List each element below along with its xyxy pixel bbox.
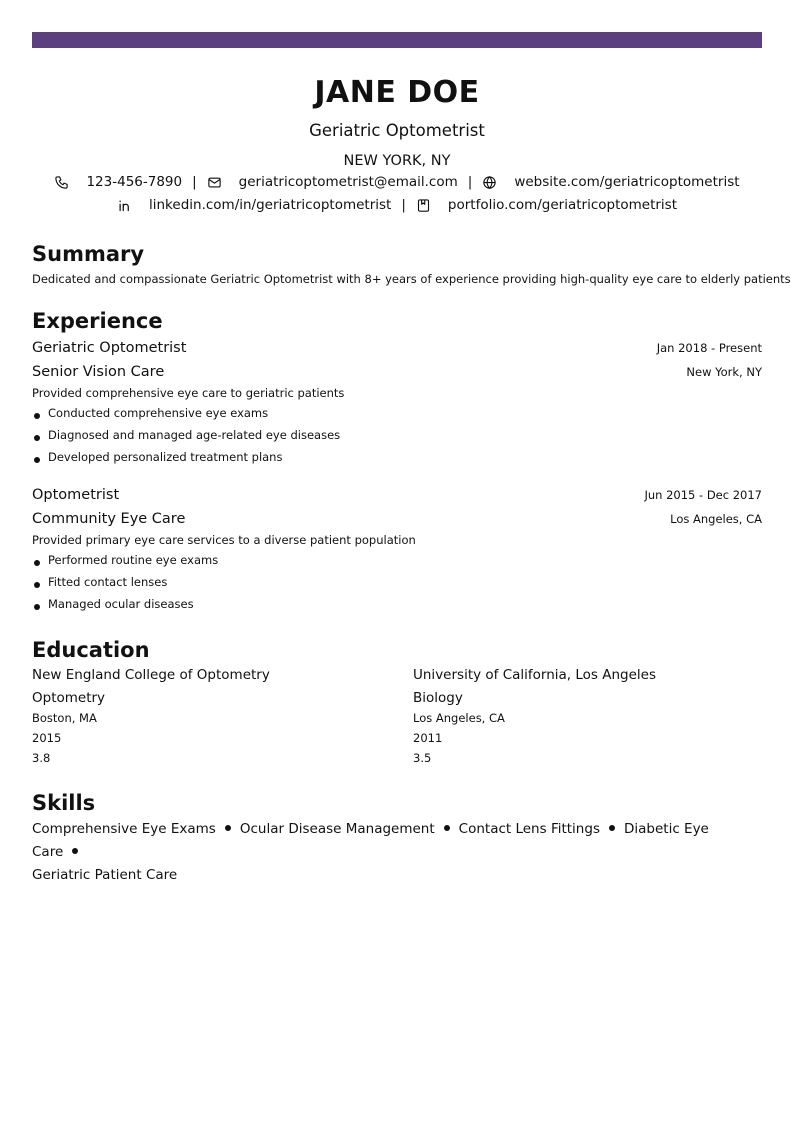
contact-phone: [54, 172, 182, 192]
list-item: Fitted contact lenses: [32, 574, 762, 596]
candidate-name: JANE DOE: [314, 75, 480, 110]
edu-year: 2015: [32, 731, 62, 745]
summary-text: Dedicated and compassionate Geriatric Optometrist with 8+ years of experience providing high-quality eye care to elderly patients: [32, 272, 791, 286]
list-item: Developed personalized treatment plans: [32, 449, 762, 471]
edu-field: Biology: [413, 690, 463, 706]
contact-separator: |: [467, 174, 473, 190]
linkedin-icon: [117, 198, 132, 213]
list-item: Conducted comprehensive eye exams: [32, 405, 762, 427]
education-heading: Education: [32, 638, 150, 662]
edu-gpa: 3.8: [32, 751, 51, 765]
job-bullets: [32, 405, 762, 471]
contact-linkedin[interactable]: [117, 195, 391, 215]
skill-item: Contact Lens Fittings: [458, 821, 600, 837]
linkedin-text: linkedin.com/in/geriatricoptometrist: [149, 197, 392, 213]
contact-row-primary: [32, 172, 762, 192]
education-entry: [413, 665, 773, 770]
skills-list: [32, 818, 732, 887]
job-header: [32, 337, 762, 361]
portfolio-text: portfolio.com/geriatricoptometrist: [447, 197, 677, 213]
list-item: Managed ocular diseases: [32, 596, 762, 618]
skill-item: Comprehensive Eye Exams: [32, 821, 216, 837]
edu-school: University of California, Los Angeles: [413, 667, 657, 683]
job-bullets: [32, 552, 762, 618]
skill-separator: [444, 825, 450, 831]
contact-separator: |: [192, 174, 197, 190]
job-location: Los Angeles, CA: [670, 512, 762, 526]
job-location: New York, NY: [686, 365, 762, 379]
job-dates: Jun 2015 - Dec 2017: [644, 488, 762, 502]
job-subheader: [32, 508, 762, 532]
contact-email[interactable]: [207, 172, 458, 192]
mail-icon: [207, 175, 222, 190]
email-text: geriatricoptometrist@email.com: [238, 174, 458, 190]
job-description: Provided primary eye care services to a diverse patient population: [32, 533, 416, 547]
skill-separator: [225, 825, 231, 831]
list-item: Diagnosed and managed age-related eye diseases: [32, 427, 762, 449]
job-company: Community Eye Care: [32, 511, 186, 527]
globe-icon: [482, 175, 497, 190]
education-entry: [32, 665, 392, 770]
skill-separator: [72, 848, 78, 854]
job-role: Optometrist: [32, 487, 120, 503]
portfolio-icon: [416, 198, 431, 213]
job-header: [32, 484, 762, 508]
contact-website[interactable]: [482, 172, 739, 192]
edu-location: Boston, MA: [32, 711, 97, 725]
phone-text: 123-456-7890: [86, 174, 183, 190]
list-item: Performed routine eye exams: [32, 552, 762, 574]
skill-item: Ocular Disease Management: [239, 821, 435, 837]
edu-year: 2011: [413, 731, 443, 745]
contact-portfolio[interactable]: [416, 195, 677, 215]
edu-field: Optometry: [32, 690, 106, 706]
contact-row-secondary: [32, 195, 762, 215]
job-entry: [32, 484, 762, 618]
skill-item: Geriatric Patient Care: [32, 867, 178, 883]
edu-location: Los Angeles, CA: [413, 711, 505, 725]
contact-separator: |: [401, 197, 406, 213]
job-description: Provided comprehensive eye care to geriatric patients: [32, 386, 345, 400]
skill-item: Diabetic Eye Care: [32, 821, 709, 860]
job-subheader: [32, 361, 762, 385]
candidate-location: NEW YORK, NY: [343, 153, 451, 169]
skill-separator: [609, 825, 615, 831]
edu-gpa: 3.5: [413, 751, 432, 765]
phone-icon: [54, 175, 69, 190]
experience-heading: Experience: [32, 309, 163, 333]
website-text: website.com/geriatricoptometrist: [514, 174, 740, 190]
accent-bar: [32, 32, 762, 48]
candidate-title: Geriatric Optometrist: [309, 121, 485, 140]
job-dates: Jan 2018 - Present: [656, 341, 762, 355]
skills-heading: Skills: [32, 791, 96, 815]
summary-heading: Summary: [32, 242, 145, 266]
job-entry: [32, 337, 762, 471]
job-role: Geriatric Optometrist: [32, 340, 187, 356]
job-company: Senior Vision Care: [32, 364, 165, 380]
edu-school: New England College of Optometry: [32, 667, 270, 683]
